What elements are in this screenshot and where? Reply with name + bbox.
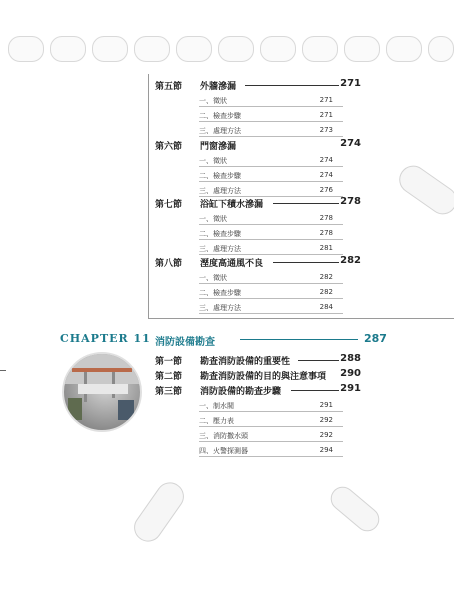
bandage-decoration bbox=[392, 160, 454, 220]
band-pill bbox=[176, 36, 212, 62]
section-7 bbox=[155, 195, 361, 256]
chapter-title: 消防設備勘查 bbox=[155, 337, 215, 348]
item-page: 294 bbox=[319, 446, 333, 454]
chapter-page: 287 bbox=[364, 332, 387, 345]
toc-item bbox=[155, 413, 361, 428]
section-page: 278 bbox=[340, 196, 361, 207]
item-label: 二、檢查步驟 bbox=[199, 172, 241, 180]
item-page: 274 bbox=[319, 171, 333, 179]
item-label: 三、處理方法 bbox=[199, 245, 241, 253]
section-title: 勘查消防設備的重要性 bbox=[200, 357, 291, 367]
toc-item bbox=[155, 428, 361, 443]
section-title: 門窗滲漏 bbox=[200, 142, 237, 152]
toc-item bbox=[155, 153, 361, 168]
chapter-section-3 bbox=[155, 382, 361, 458]
item-rule bbox=[199, 106, 343, 107]
toc-item bbox=[155, 285, 361, 300]
item-page: 282 bbox=[319, 288, 333, 296]
item-rule bbox=[199, 426, 343, 427]
section-title: 溼度高通風不良 bbox=[200, 259, 264, 269]
band-pill bbox=[428, 36, 454, 62]
item-label: 一、徵狀 bbox=[199, 97, 227, 105]
chapter-photo bbox=[62, 352, 142, 432]
item-rule bbox=[199, 313, 343, 314]
section-number: 第五節 bbox=[155, 82, 183, 92]
item-page: 282 bbox=[319, 273, 333, 281]
item-page: 292 bbox=[319, 431, 333, 439]
section-heading bbox=[155, 195, 361, 211]
band-pill bbox=[344, 36, 380, 62]
section-number: 第七節 bbox=[155, 200, 183, 210]
item-page: 278 bbox=[319, 229, 333, 237]
item-page: 276 bbox=[319, 186, 333, 194]
item-label: 三、消防撒水頭 bbox=[199, 432, 248, 440]
section-number: 第八節 bbox=[155, 259, 183, 269]
band-pill bbox=[386, 36, 422, 62]
section-heading bbox=[155, 367, 361, 383]
toc-item bbox=[155, 226, 361, 241]
item-label: 一、徵狀 bbox=[199, 215, 227, 223]
leader-line bbox=[245, 85, 339, 86]
section-title: 勘查消防設備的目的與注意事項 bbox=[200, 372, 327, 382]
bandage-decoration bbox=[128, 480, 188, 540]
item-label: 三、處理方法 bbox=[199, 187, 241, 195]
chapter-label: CHAPTER 11 bbox=[60, 332, 151, 345]
section-8 bbox=[155, 254, 361, 315]
toc-item bbox=[155, 270, 361, 285]
chapter-section-1 bbox=[155, 352, 361, 368]
section-heading bbox=[155, 382, 361, 398]
item-label: 一、徵狀 bbox=[199, 157, 227, 165]
band-pill bbox=[8, 36, 44, 62]
section-title: 浴缸下積水滲漏 bbox=[200, 200, 264, 210]
leader-line bbox=[291, 390, 339, 391]
section-number: 第六節 bbox=[155, 142, 183, 152]
item-page: 292 bbox=[319, 416, 333, 424]
band-pill bbox=[218, 36, 254, 62]
item-rule bbox=[199, 298, 343, 299]
item-label: 二、檢查步驟 bbox=[199, 289, 241, 297]
section-title: 外牆滲漏 bbox=[200, 82, 237, 92]
item-page: 281 bbox=[319, 244, 333, 252]
toc-item bbox=[155, 211, 361, 226]
item-page: 271 bbox=[319, 111, 333, 119]
item-rule bbox=[199, 224, 343, 225]
section-heading bbox=[155, 352, 361, 368]
leader-line bbox=[273, 203, 339, 204]
section-page: 274 bbox=[340, 138, 361, 149]
band-pill bbox=[302, 36, 338, 62]
chapter-leader-line bbox=[240, 339, 358, 340]
section-heading bbox=[155, 77, 361, 93]
section-page: 290 bbox=[340, 368, 361, 379]
item-label: 三、處理方法 bbox=[199, 127, 241, 135]
section-title: 消防設備的勘查步驟 bbox=[200, 387, 282, 397]
item-rule bbox=[199, 181, 343, 182]
bandage-decoration bbox=[325, 485, 385, 535]
toc-item bbox=[155, 300, 361, 315]
item-label: 一、制水閥 bbox=[199, 402, 234, 410]
margin-tick bbox=[0, 370, 6, 371]
item-rule bbox=[199, 441, 343, 442]
section-number: 第二節 bbox=[155, 372, 183, 382]
leader-line bbox=[273, 262, 339, 263]
item-page: 271 bbox=[319, 96, 333, 104]
toc-item bbox=[155, 123, 361, 138]
item-label: 一、徵狀 bbox=[199, 274, 227, 282]
toc-item bbox=[155, 108, 361, 123]
band-pill bbox=[92, 36, 128, 62]
item-rule bbox=[199, 456, 343, 457]
toc-item bbox=[155, 168, 361, 183]
item-rule bbox=[199, 411, 343, 412]
section-page: 271 bbox=[340, 78, 361, 89]
item-page: 274 bbox=[319, 156, 333, 164]
item-page: 273 bbox=[319, 126, 333, 134]
band-pill bbox=[50, 36, 86, 62]
section-6 bbox=[155, 137, 361, 198]
item-label: 二、檢查步驟 bbox=[199, 230, 241, 238]
chapter-divider bbox=[148, 318, 454, 319]
item-rule bbox=[199, 166, 343, 167]
toc-item bbox=[155, 398, 361, 413]
item-rule bbox=[199, 283, 343, 284]
item-page: 278 bbox=[319, 214, 333, 222]
toc-item bbox=[155, 443, 361, 458]
section-page: 282 bbox=[340, 255, 361, 266]
item-rule bbox=[199, 239, 343, 240]
section-number: 第一節 bbox=[155, 357, 183, 367]
section-5 bbox=[155, 77, 361, 138]
item-label: 四、火警探測器 bbox=[199, 447, 248, 455]
band-pill bbox=[260, 36, 296, 62]
section-number: 第三節 bbox=[155, 387, 183, 397]
band-pill bbox=[134, 36, 170, 62]
item-label: 二、檢查步驟 bbox=[199, 112, 241, 120]
item-page: 291 bbox=[319, 401, 333, 409]
leader-line bbox=[298, 360, 339, 361]
item-label: 三、處理方法 bbox=[199, 304, 241, 312]
toc-item bbox=[155, 93, 361, 108]
ceiling-pipes-illustration bbox=[64, 354, 140, 430]
section-page: 288 bbox=[340, 353, 361, 364]
top-decorative-band bbox=[0, 36, 454, 62]
section-heading bbox=[155, 137, 361, 153]
section-heading bbox=[155, 254, 361, 270]
column-divider bbox=[148, 74, 149, 318]
item-page: 284 bbox=[319, 303, 333, 311]
section-page: 291 bbox=[340, 383, 361, 394]
item-rule bbox=[199, 121, 343, 122]
chapter-section-2 bbox=[155, 367, 361, 383]
item-label: 二、壓力表 bbox=[199, 417, 234, 425]
